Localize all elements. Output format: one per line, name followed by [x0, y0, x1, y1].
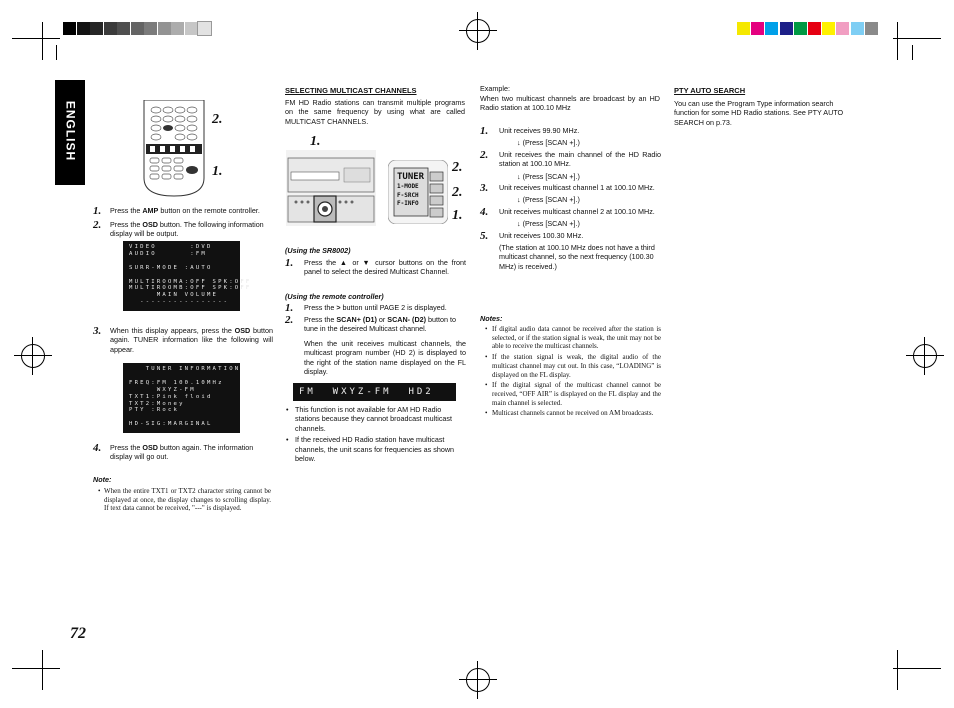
screen-line: PTY :Rock	[129, 407, 180, 414]
callout-2: 2.	[212, 112, 223, 127]
example-label: Example:	[480, 84, 510, 93]
step-text: button on the remote controller.	[158, 206, 260, 215]
pty-text: You can use the Program Type information search function for some HD Radio stations. See PTY AUTO SEARCH on p.73.	[674, 99, 844, 127]
language-tab-label: ENGLISH	[63, 100, 78, 162]
callout-1: 1.	[212, 164, 223, 179]
note: • When the entire TXT1 or TXT2 character string cannot be displayed at once, the display changes to scrolling display. If text data cannot be received, "---" is displayed.	[98, 487, 271, 513]
step-after: ↓ (Press [SCAN +].)	[517, 171, 580, 181]
step-after: (The station at 100.10 MHz does not have a third multicast channel, so the next frequency (100.30 MHz) is received.)	[499, 243, 655, 271]
bullet-item: • This function is not available for AM HD Radio stations because they cannot broadcast multicast channels.	[286, 405, 453, 433]
callout-remote-2a: 2.	[452, 160, 463, 175]
rc-step-1	[285, 303, 466, 312]
example-step	[480, 126, 661, 148]
bullet-item: • If the received HD Radio station have multicast channels, the unit scans for frequencies as shown below.	[286, 435, 455, 464]
gray-swatch	[158, 22, 171, 35]
color-swatch	[780, 22, 793, 35]
step-after: ↓ (Press [SCAN +].)	[517, 138, 580, 148]
sr-step-1	[285, 258, 466, 277]
step-text: Unit receives 100.30 MHz.	[499, 230, 584, 240]
step-text: button. The following information display will be output.	[110, 220, 264, 239]
step-text: button again. TUNER information like the following will appear.	[110, 326, 273, 354]
screen-line: TXT2:Money	[129, 400, 185, 407]
step-text: When this display appears, press the	[110, 326, 235, 335]
gray-swatch	[117, 22, 130, 35]
fl-display: FM WXYZ-FM HD2	[293, 383, 456, 401]
screen-line: TUNER INFORMATION	[129, 366, 241, 372]
step-number: 4.	[93, 442, 102, 454]
color-swatch	[765, 22, 778, 35]
step-1	[93, 206, 273, 215]
step-number: 5.	[480, 229, 489, 242]
rc-step-2	[285, 315, 466, 334]
remote-illustration	[140, 100, 208, 198]
example-step	[480, 231, 661, 272]
screen-line	[129, 414, 234, 421]
using-sr8002-heading: (Using the SR8002)	[285, 246, 351, 255]
note-item: • If the digital signal of the multicast channel cannot be received, “OFF AIR” is displayed on the FL display and the main channel is selected.	[485, 381, 661, 407]
step-text: Press the	[110, 443, 143, 452]
remote-lcd-line: 1-MODE	[397, 183, 419, 190]
example-step	[480, 150, 661, 181]
step-text: Unit receives multicast channel 2 at 100.10 MHz.	[499, 206, 655, 216]
color-swatch	[794, 22, 807, 35]
button-name: OSD	[234, 326, 251, 335]
osd-screen-info	[123, 241, 252, 311]
step-text: button again. The information display will go out.	[110, 443, 254, 462]
button-name: >	[336, 303, 341, 312]
screen-line: MULTIROOMA:OFF SPK:OFF	[129, 278, 252, 285]
gray-swatch	[144, 22, 157, 35]
button-name: OSD	[142, 220, 158, 229]
screen-line: MULTIROOMB:OFF SPK:OFF	[129, 285, 252, 292]
color-swatch	[737, 22, 750, 35]
note-item: • If digital audio data cannot be received after the station is selected, or if the station signal is weak, the unit may not be able to receive the multicast channels.	[485, 325, 661, 351]
step-number: 2.	[285, 314, 294, 326]
gray-swatch	[104, 22, 117, 35]
section-heading-multicast: SELECTING MULTICAST CHANNELS	[285, 86, 417, 95]
gray-swatch	[63, 22, 76, 35]
osd-screen-tuner	[123, 363, 240, 433]
gray-swatch	[171, 22, 184, 35]
callout-front-1: 1.	[310, 134, 321, 149]
color-swatch	[836, 22, 849, 35]
mid-bullets	[285, 405, 466, 465]
step-4	[93, 443, 273, 462]
screen-line: FREQ:FM 100.10MHz	[129, 379, 224, 386]
screen-line	[129, 272, 234, 279]
button-name: SCAN- (D2)	[387, 315, 427, 324]
note-heading: Note:	[93, 475, 112, 484]
step-number: 3.	[93, 325, 102, 337]
step-after: ↓ (Press [SCAN +].)	[517, 219, 580, 229]
step-text: or	[376, 315, 388, 324]
language-tab	[55, 80, 85, 185]
button-name: SCAN+ (D1)	[336, 315, 377, 324]
example-step	[480, 183, 661, 205]
registration-mark-right	[913, 344, 937, 368]
step-number: 1.	[285, 257, 294, 269]
section-heading-pty: PTY AUTO SEARCH	[674, 86, 746, 95]
remote-lcd-line: F-INFO	[397, 200, 419, 207]
example-step	[480, 207, 661, 229]
step-text: Press the	[304, 315, 337, 324]
gray-swatch	[131, 22, 144, 35]
color-swatch	[808, 22, 821, 35]
remote-lcd-line: F-SRCH	[397, 191, 419, 199]
screen-line: WXYZ-FM	[129, 386, 196, 393]
page-number: 72	[70, 625, 86, 642]
step-text: Press the	[304, 303, 337, 312]
step-text: Press the	[110, 206, 143, 215]
screen-line: SURR-MODE :AUTO	[129, 264, 213, 271]
using-remote-heading: (Using the remote controller)	[285, 292, 384, 301]
gray-swatch	[90, 22, 103, 35]
note-item: • Multicast channels cannot be received on AM broadcasts.	[485, 409, 654, 418]
notes-heading: Notes:	[480, 314, 503, 323]
note-item: • If the station signal is weak, the digital audio of the multicast channel may cut out. In this case, “LOADING” is displayed on the FL display.	[485, 353, 661, 379]
intro-text: FM HD Radio stations can transmit multiple programs on the same frequency by using what are called MULTICAST CHANNELS.	[285, 98, 465, 126]
step-number: 1.	[480, 125, 489, 137]
registration-mark-left	[21, 344, 45, 368]
screen-line	[129, 373, 234, 380]
button-name: OSD	[142, 443, 158, 452]
remote-lcd-illustration	[388, 160, 448, 224]
example-text: When two multicast channels are broadcast by an HD Radio station at 100.10 MHz	[480, 94, 660, 113]
screen-line	[129, 258, 234, 265]
color-swatch	[851, 22, 864, 35]
notes-list	[485, 325, 661, 420]
step-text: Press the	[110, 220, 143, 229]
screen-line: ----------------	[129, 299, 230, 306]
color-swatch	[822, 22, 835, 35]
screen-line: MAIN VOLUME	[129, 292, 219, 299]
screen-line: AUDIO :FM	[129, 250, 207, 257]
remote-lcd-lines	[397, 171, 427, 209]
example-steps	[480, 126, 661, 273]
screen-line: VIDEO :DVD	[129, 244, 213, 250]
gray-swatch	[77, 22, 90, 35]
step-text: Unit receives multicast channel 1 at 100.10 MHz.	[499, 183, 655, 193]
gray-swatch	[185, 22, 198, 35]
color-swatch	[751, 22, 764, 35]
screen-line: HD-SIG:MARGINAL	[129, 421, 213, 428]
button-name: AMP	[142, 206, 159, 215]
registration-mark-bottom	[466, 668, 490, 692]
callout-remote-1: 1.	[452, 208, 463, 223]
step-number: 2.	[93, 219, 102, 231]
step-2	[93, 220, 273, 239]
remote-lcd-line: TUNER	[397, 172, 425, 182]
note-text: When the entire TXT1 or TXT2 character string cannot be displayed at once, the display changes to scrolling display. If text data cannot be received, "---" is displayed.	[104, 487, 271, 513]
step-text: Unit receives 99.90 MHz.	[499, 126, 580, 135]
gray-swatch	[198, 22, 211, 35]
color-swatch	[865, 22, 878, 35]
step-text: Press the ▲ or ▼ cursor buttons on the front panel to select the desired Multicast Channel.	[304, 258, 466, 277]
screen-line: TXT1:Pink floid	[129, 393, 213, 400]
callout-remote-2b: 2.	[452, 185, 463, 200]
step-number: 1.	[93, 205, 102, 217]
step-text: Unit receives the main channel of the HD Radio station at 100.10 MHz.	[499, 149, 661, 169]
rc-detail: When the unit receives multicast channels, the multicast program number (HD 2) is displayed to the right of the station name displayed on the FL display.	[304, 339, 466, 377]
step-after: ↓ (Press [SCAN +].)	[517, 195, 580, 205]
step-text: button to tune in the deseired Multicast channel.	[304, 315, 457, 334]
step-text: button until PAGE 2 is displayed.	[340, 303, 447, 312]
step-3	[93, 326, 273, 354]
registration-mark-top	[466, 19, 490, 43]
step-number: 1.	[285, 302, 294, 314]
step-number: 3.	[480, 182, 489, 195]
step-number: 4.	[480, 205, 489, 218]
front-panel-illustration	[286, 150, 376, 226]
step-number: 2.	[480, 148, 489, 161]
